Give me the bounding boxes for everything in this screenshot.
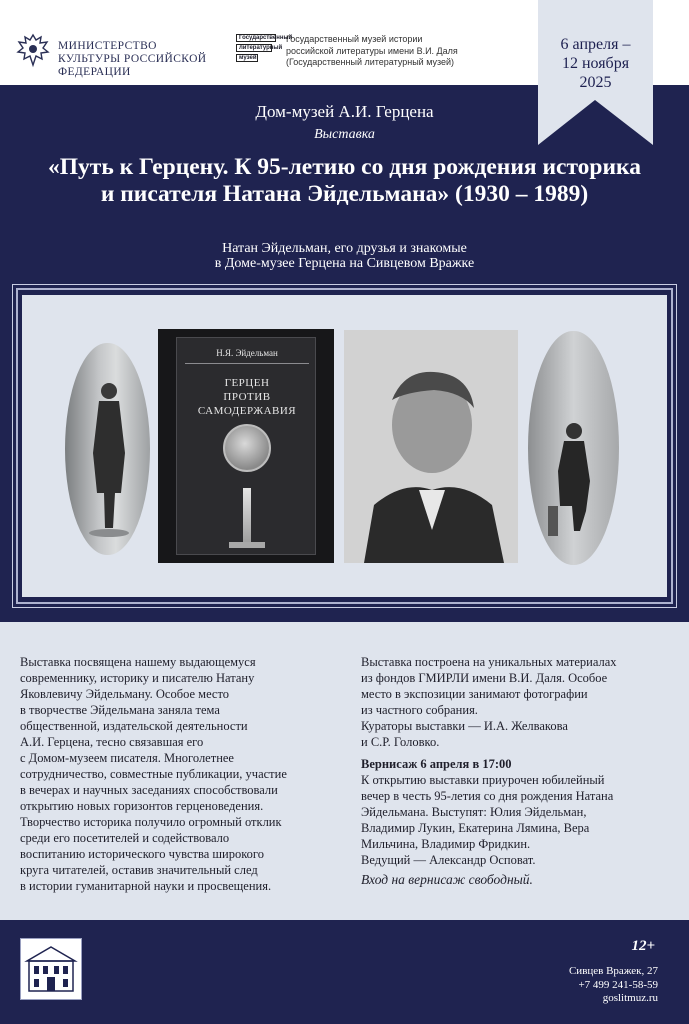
contact-info (569, 965, 658, 1006)
vernissage-text: К открытию выставки приурочен юбилейный вечер в честь 95-летия со дня рождения Натана Эйдельмана. Выступят: Юлия Эйдельман, Владимир Лукин, Екатерина Лямина, Вера Мильчина, Владимир Фридкин. Ведущий — Александр Осповат. (361, 773, 614, 867)
column-base (229, 542, 265, 548)
description-right-column (361, 654, 673, 888)
herzen-standing-photo (65, 343, 150, 555)
gml-text-line: (Государственный литературный музей) (286, 57, 455, 67)
age-rating: 12+ (631, 938, 655, 954)
gml-logo-line-2: литературный (236, 44, 272, 52)
book-cover-photo (158, 329, 334, 563)
date-ribbon (538, 0, 653, 145)
herzen-house-logo-icon (20, 938, 82, 1000)
exhibition-subtitle: Натан Эйдельман, его друзья и знакомые в Доме-музее Герцена на Сивцевом Вражке (214, 241, 475, 271)
website-link[interactable]: goslitmuz.ru (602, 992, 658, 1004)
gml-museum-name (286, 34, 458, 69)
description-left-column (20, 654, 340, 894)
eidelman-portrait-photo (344, 330, 518, 563)
ministry-name: МИНИСТЕРСТВО КУЛЬТУРЫ РОССИЙСКОЙ ФЕДЕРАЦИИ (58, 40, 207, 78)
free-entry-note: Вход на вернисаж свободный. (361, 872, 533, 887)
column-monument-icon (243, 488, 251, 546)
portrait-icon (344, 330, 518, 563)
herzen-seated-photo (528, 331, 619, 565)
gml-text-line: Государственный музей истории (286, 34, 423, 44)
exhibition-title: «Путь к Герцену. К 95-летию со дня рождения историка и писателя Натана Эйдельмана» (1930 – 1989) (48, 154, 641, 207)
address: Сивцев Вражек, 27 (568, 965, 658, 977)
exhibition-materials-text: Выставка построена на уникальных материалах из фондов ГМИРЛИ имени В.И. Даля. Особое место в экспозиции занимают фотографии из частного собрания. Кураторы выставки — И.А. Желвакова и С.Р. Головко. (361, 655, 617, 749)
book-author: Н.Я. Эйдельман (216, 348, 278, 358)
gml-logo-line-1: Государственный (236, 34, 276, 42)
phone-number: +7 499 241-58-59 (578, 978, 658, 991)
gml-logo (236, 34, 293, 64)
exhibition-label: Выставка (314, 127, 375, 142)
description-text: Выставка посвящена нашему выдающемуся современнику, историку и писателю Натану Яковлевичу Эйдельману. Особое место в творчестве Эйдельмана заняла тема общественной, издательской деятельности А.И. Герцена, тесно связавшая его с Домом-музеем писателя. Многолетнее сотрудничество, совместные публикации, участие в вечерах и научных заседаниях способствовали открытию новых горизонтов герценоведения. Творчество историка получило огромный отклик среди его посетителей и содействовало воспитанию исторического чувства широкого круга читателей, оставив значительный след в истории гуманитарной науки и просвещения. (20, 655, 287, 893)
eagle-emblem-icon (16, 32, 50, 68)
vernissage-heading: Вернисаж 6 апреля в 17:00 (361, 757, 512, 771)
book-title: ГЕРЦЕН ПРОТИВ САМОДЕРЖАВИЯ (197, 377, 297, 417)
book-divider (185, 363, 309, 364)
house-icon (21, 939, 81, 999)
gml-logo-line-3: музей (236, 54, 258, 62)
museum-name: Дом-музей А.И. Герцена (255, 102, 434, 121)
gml-text-line: российской литературы имени В.И. Даля (286, 45, 458, 56)
book-cover (176, 337, 316, 555)
exhibition-dates: 6 апреля – 12 ноября 2025 (560, 36, 631, 91)
seated-figure-icon (528, 331, 619, 565)
portrait-medallion-icon (223, 424, 271, 472)
standing-figure-icon (65, 343, 150, 555)
